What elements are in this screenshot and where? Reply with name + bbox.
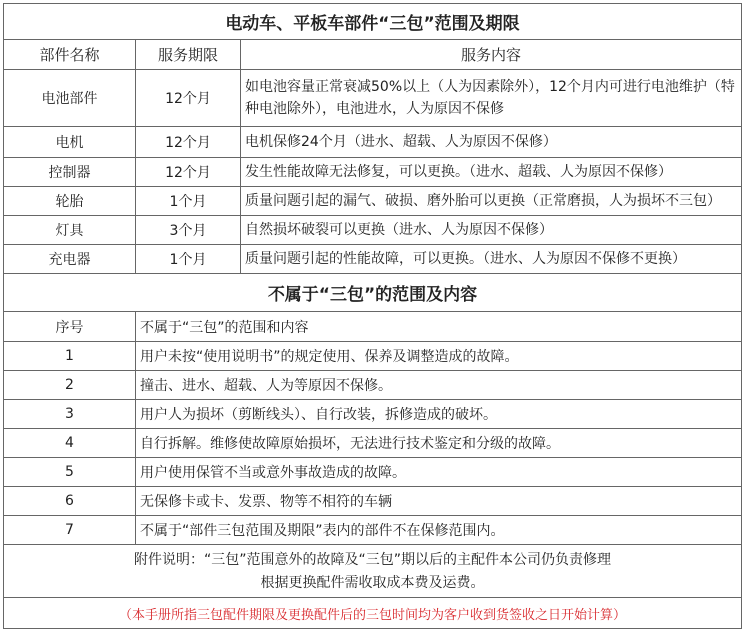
- part-name: 电机: [4, 127, 136, 157]
- header-service-period: 服务期限: [136, 40, 241, 69]
- part-content: 质量问题引起的漏气、破损、磨外胎可以更换（正常磨损，人为损坏不三包）: [245, 193, 721, 209]
- exclusion-index: 7: [4, 516, 136, 544]
- exclusion-row: [4, 487, 741, 516]
- exclusion-title: 不属于“三包”的范围及内容: [267, 285, 478, 305]
- exclusion-row: [4, 342, 741, 371]
- part-period: 1个月: [136, 187, 241, 215]
- exclusion-row: [4, 400, 741, 429]
- part-period: 12个月: [136, 70, 241, 126]
- part-name: 轮胎: [4, 187, 136, 215]
- exclusion-index: 5: [4, 458, 136, 486]
- title-row: [4, 4, 741, 40]
- exclusion-index: 3: [4, 400, 136, 428]
- parts-row: [4, 127, 741, 158]
- warranty-title: 电动车、平板车部件“三包”范围及期限: [225, 14, 520, 34]
- header-index: 序号: [4, 312, 136, 341]
- parts-row: [4, 187, 741, 216]
- exclusion-text: 不属于“部件三包范围及期限”表内的部件不在保修范围内。: [140, 523, 505, 539]
- part-content: 如电池容量正常衰减50%以上（人为因素除外），12个月内可进行电池维护（特种电池除外），电池进水，人为原因不保修: [245, 79, 735, 117]
- exclusion-text: 无保修卡或卡、发票、物等不相符的车辆: [140, 494, 392, 510]
- note-line-1: 附件说明：“三包”范围意外的故障及“三包”期以后的主配件本公司仍负责修理: [133, 552, 611, 568]
- exclusion-index: 1: [4, 342, 136, 370]
- note-row: [4, 545, 741, 598]
- exclusion-title-row: [4, 274, 741, 312]
- exclusion-row: [4, 429, 741, 458]
- parts-row: [4, 70, 741, 127]
- header-exclusion-content: 不属于“三包”的范围和内容: [140, 319, 309, 336]
- exclusion-text: 撞击、进水、超载、人为等原因不保修。: [140, 378, 392, 394]
- part-period: 12个月: [136, 158, 241, 186]
- part-period: 12个月: [136, 127, 241, 157]
- exclusion-text: 自行拆解。维修使故障原始损坏，无法进行技术鉴定和分级的故障。: [140, 436, 560, 452]
- note-line-2: 根据更换配件需收取成本费及运费。: [260, 575, 485, 591]
- part-content: 电机保修24个月（进水、超载、人为原因不保修）: [245, 134, 557, 150]
- parts-row: [4, 245, 741, 274]
- exclusion-text: 用户使用保管不当或意外事故造成的故障。: [140, 465, 406, 481]
- footer-red-note: （本手册所指三包配件期限及更换配件后的三包时间均为客户收到货签收之日开始计算）: [118, 607, 626, 623]
- exclusion-row: [4, 371, 741, 400]
- exclusion-header-row: [4, 312, 741, 342]
- part-name: 充电器: [4, 245, 136, 273]
- exclusion-text: 用户人为损坏（剪断线头）、自行改装，拆修造成的破坏。: [140, 407, 497, 423]
- exclusion-text: 用户未按“使用说明书”的规定使用、保养及调整造成的故障。: [140, 349, 519, 365]
- parts-header-row: [4, 40, 741, 70]
- part-period: 1个月: [136, 245, 241, 273]
- part-period: 3个月: [136, 216, 241, 244]
- part-name: 控制器: [4, 158, 136, 186]
- parts-row: [4, 216, 741, 245]
- part-name: 灯具: [4, 216, 136, 244]
- header-service-content: 服务内容: [460, 45, 521, 64]
- exclusion-index: 4: [4, 429, 136, 457]
- part-name: 电池部件: [4, 70, 136, 126]
- exclusion-index: 6: [4, 487, 136, 515]
- parts-row: [4, 158, 741, 187]
- part-content: 自然损坏破裂可以更换（进水、人为原因不保修）: [245, 222, 553, 238]
- part-content: 发生性能故障无法修复，可以更换。（进水、超载、人为原因不保修）: [245, 164, 672, 180]
- part-content: 质量问题引起的性能故障，可以更换。（进水、人为原因不保修不更换）: [245, 251, 686, 267]
- warranty-sheet: [3, 3, 742, 629]
- header-part-name: 部件名称: [4, 40, 136, 69]
- exclusion-row: [4, 458, 741, 487]
- footer-row: [4, 598, 741, 628]
- exclusion-row: [4, 516, 741, 545]
- exclusion-index: 2: [4, 371, 136, 399]
